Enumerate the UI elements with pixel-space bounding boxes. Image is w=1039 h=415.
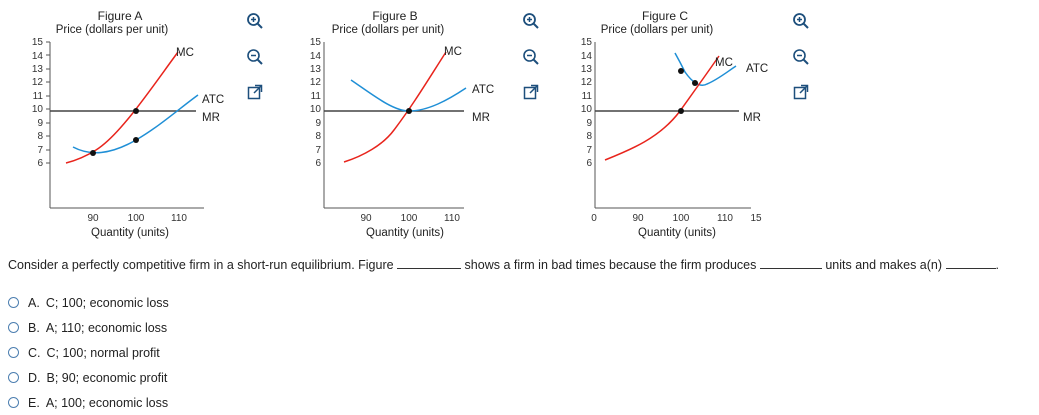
- answer-options: [8, 290, 169, 415]
- quantity-blank[interactable]: [760, 256, 822, 269]
- figure-c-y-tick: 9: [586, 118, 592, 129]
- figure-c-popout-button[interactable]: [793, 84, 811, 102]
- option-text: B; 90; economic profit: [46, 370, 168, 385]
- figure-b-y-tick: 15: [309, 37, 321, 48]
- figure-b-y-tick: 14: [309, 51, 321, 62]
- figure-a-y-tick: 13: [31, 64, 43, 75]
- option-e[interactable]: [8, 390, 169, 415]
- question-part2: shows a firm in bad times because the firm produces: [464, 258, 757, 272]
- figure-b-zoom-out-button[interactable]: [522, 48, 540, 66]
- figure-c-x-tick: 90: [632, 213, 644, 224]
- figure-b-title: Figure B: [372, 9, 418, 23]
- figure-a-y-axis-label: Price (dollars per unit): [55, 24, 169, 36]
- option-letter: E.: [28, 395, 40, 410]
- figure-a-chart: [0, 0, 240, 245]
- figure-c-mc-curve: [605, 56, 719, 160]
- figure-c-y-tick: 7: [586, 145, 592, 156]
- figure-c-x-tick: 110: [717, 213, 733, 224]
- question-end: .: [995, 258, 1000, 272]
- figure-c-y-axis-label: Price (dollars per unit): [600, 24, 714, 36]
- figure-a-atc-curve: [73, 95, 198, 153]
- zoom-in-icon: [792, 12, 810, 30]
- option-letter: D.: [28, 370, 41, 385]
- figure-a-x-tick: 90: [87, 213, 99, 224]
- radio-button[interactable]: [8, 322, 19, 333]
- figure-a-point: [133, 137, 139, 143]
- figure-a-y-tick: 6: [37, 158, 43, 169]
- figure-c-y-tick: 13: [580, 64, 592, 75]
- figure-b-mc-label: MC: [444, 46, 462, 58]
- figure-c-y-tick: 10: [580, 104, 592, 115]
- figure-b-point: [406, 108, 412, 114]
- figure-a-x-tick: 110: [171, 213, 187, 224]
- question-text: [8, 256, 999, 272]
- figure-a-x-tick: 100: [127, 213, 145, 224]
- radio-button[interactable]: [8, 372, 19, 383]
- popout-icon: [247, 84, 263, 100]
- figure-a: [0, 0, 240, 245]
- option-b[interactable]: [8, 315, 169, 340]
- figure-c-point: [678, 108, 684, 114]
- zoom-out-icon: [792, 48, 810, 66]
- figure-a-x-axis-label: Quantity (units): [91, 227, 169, 239]
- figure-b-x-tick: 110: [444, 213, 460, 224]
- figure-c-y-tick: 14: [580, 51, 592, 62]
- figure-c-y-tick: 8: [586, 131, 592, 142]
- option-a[interactable]: [8, 290, 169, 315]
- figure-a-y-tick: 10: [31, 104, 43, 115]
- figure-c-atc-label: ATC: [746, 63, 769, 75]
- radio-button[interactable]: [8, 397, 19, 408]
- figure-c-x-axis-label: Quantity (units): [638, 227, 716, 239]
- figure-c-chart: [555, 0, 785, 245]
- figure-a-y-tick: 7: [37, 145, 43, 156]
- option-letter: B.: [28, 320, 40, 335]
- figure-c: [555, 0, 785, 245]
- option-text: C; 100; economic loss: [45, 295, 169, 310]
- figure-c-y-tick: 11: [581, 91, 592, 102]
- question-part1: Consider a perfectly competitive firm in a short-run equilibrium. Figure: [8, 258, 394, 272]
- popout-icon: [793, 84, 809, 100]
- option-c[interactable]: [8, 340, 169, 365]
- figure-a-point: [90, 150, 96, 156]
- figure-c-y-tick: 15: [580, 37, 592, 48]
- figure-b-y-tick: 12: [309, 77, 321, 88]
- figure-b-chart: [278, 0, 508, 245]
- figure-b-y-tick: 10: [309, 104, 321, 115]
- figure-a-y-tick: 14: [31, 51, 43, 62]
- figure-a-y-tick: 12: [31, 77, 43, 88]
- zoom-in-icon: [522, 12, 540, 30]
- figure-c-x-tick: 15: [750, 213, 762, 224]
- figure-c-y-tick: 12: [580, 77, 592, 88]
- figure-b-y-tick: 6: [315, 158, 321, 169]
- figure-b-y-tick: 7: [315, 145, 321, 156]
- figure-b-popout-button[interactable]: [523, 84, 541, 102]
- radio-button[interactable]: [8, 347, 19, 358]
- radio-button[interactable]: [8, 297, 19, 308]
- figure-b-atc-curve: [351, 80, 466, 111]
- figure-a-zoom-out-button[interactable]: [246, 48, 264, 66]
- option-letter: A.: [28, 295, 40, 310]
- figure-c-point: [692, 80, 698, 86]
- option-d[interactable]: [8, 365, 169, 390]
- zoom-in-icon: [246, 12, 264, 30]
- figure-a-mr-label: MR: [202, 112, 220, 124]
- figure-a-y-tick: 8: [37, 131, 43, 142]
- figure-a-title: Figure A: [97, 9, 143, 23]
- figure-a-point: [133, 108, 139, 114]
- figure-c-point: [678, 68, 684, 74]
- figure-c-y-tick: 6: [586, 158, 592, 169]
- profit-blank[interactable]: [946, 256, 996, 269]
- figure-a-y-tick: 15: [31, 37, 43, 48]
- figure-blank[interactable]: [397, 256, 461, 269]
- figure-b-y-tick: 8: [315, 131, 321, 142]
- figure-c-zoom-out-button[interactable]: [792, 48, 810, 66]
- figure-c-zoom-in-button[interactable]: [792, 12, 810, 30]
- figure-b-x-axis-label: Quantity (units): [366, 227, 444, 239]
- figure-b-atc-label: ATC: [472, 84, 495, 96]
- figure-b-x-tick: 90: [360, 213, 372, 224]
- figure-b-x-tick: 100: [400, 213, 418, 224]
- figure-b: [278, 0, 508, 245]
- figure-a-zoom-in-button[interactable]: [246, 12, 264, 30]
- figure-a-popout-button[interactable]: [247, 84, 265, 102]
- option-text: A; 110; economic loss: [45, 320, 168, 335]
- figure-b-mr-label: MR: [472, 112, 490, 124]
- popout-icon: [523, 84, 539, 100]
- option-letter: C.: [28, 345, 41, 360]
- figure-b-y-tick: 13: [309, 64, 321, 75]
- question-part3: units and makes a(n): [825, 258, 943, 272]
- figure-c-title: Figure C: [641, 9, 689, 23]
- figure-a-mc-label: MC: [176, 47, 194, 59]
- figure-c-mr-label: MR: [743, 112, 761, 124]
- figure-b-y-tick: 11: [310, 91, 321, 102]
- option-text: A; 100; economic loss: [45, 395, 169, 410]
- figure-c-x-tick: 100: [672, 213, 690, 224]
- figure-a-atc-label: ATC: [202, 94, 225, 106]
- zoom-out-icon: [246, 48, 264, 66]
- figure-c-mc-label: MC: [715, 57, 733, 69]
- figure-c-x-tick: 0: [591, 213, 597, 224]
- option-text: C; 100; normal profit: [46, 345, 160, 360]
- figure-a-y-tick: 11: [32, 91, 43, 102]
- figure-b-y-axis-label: Price (dollars per unit): [331, 24, 445, 36]
- figure-a-y-tick: 9: [37, 118, 43, 129]
- figure-b-zoom-in-button[interactable]: [522, 12, 540, 30]
- zoom-out-icon: [522, 48, 540, 66]
- figure-b-y-tick: 9: [315, 118, 321, 129]
